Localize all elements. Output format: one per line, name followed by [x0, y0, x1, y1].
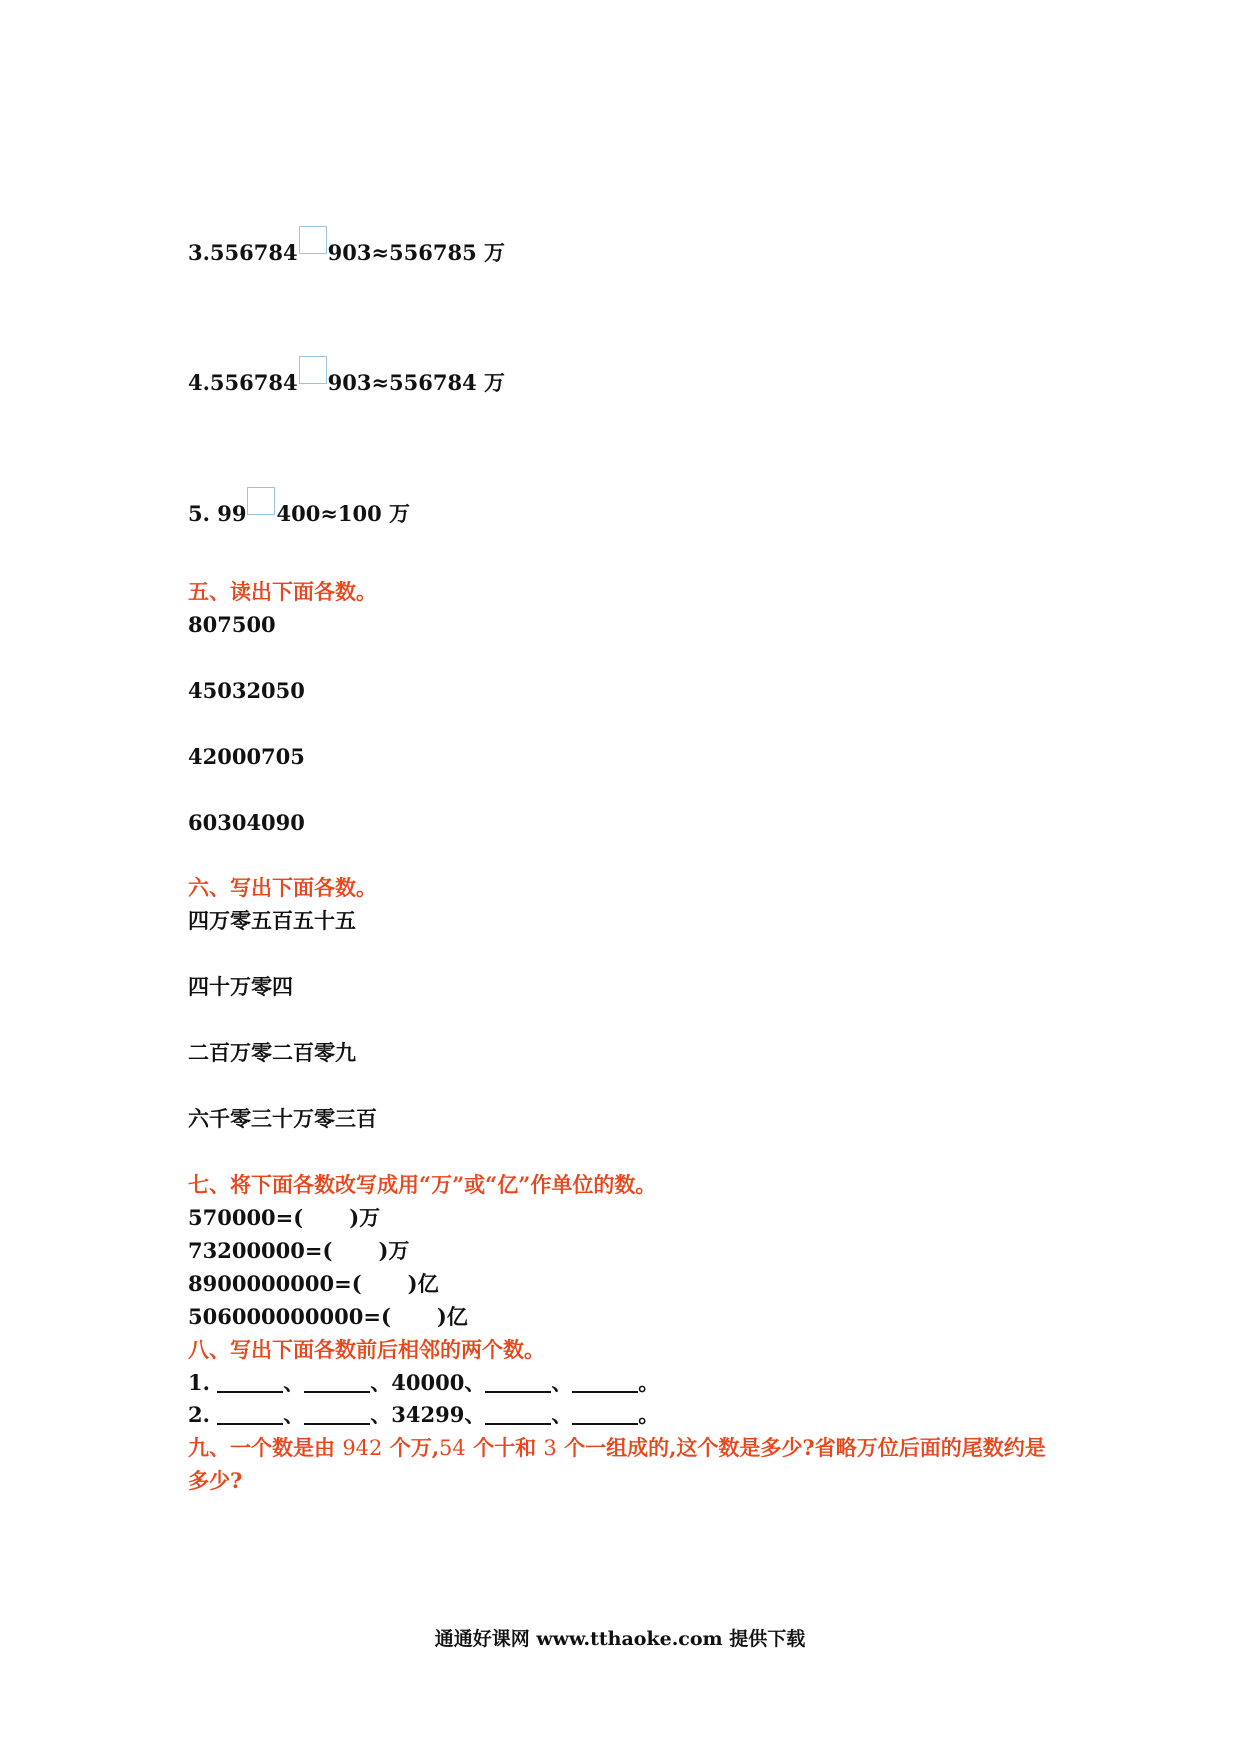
end-mark: 。 [638, 1402, 660, 1427]
section5-title: 五、读出下面各数。 [188, 579, 377, 604]
answer-box[interactable] [299, 226, 327, 254]
answer-blank[interactable] [572, 1369, 638, 1393]
section7-item [188, 1204, 380, 1232]
number: 54 [439, 1436, 466, 1460]
section6-item: 二百万零二百零九 [188, 1040, 356, 1065]
round-item-post: 903≈556784 万 [327, 370, 506, 395]
item-left: 8900000000=( [188, 1271, 362, 1296]
section9-line1 [188, 1434, 1046, 1462]
section8-item [188, 1369, 659, 1397]
item-left: 506000000000=( [188, 1304, 391, 1329]
separator: 、 [464, 1402, 486, 1427]
separator: 、 [370, 1370, 392, 1395]
section5-number: 807500 [188, 612, 276, 637]
section9-line2: 多少? [188, 1468, 243, 1493]
round-item-5 [188, 497, 410, 528]
answer-box[interactable] [299, 356, 327, 384]
text: 九、一个数是由 [188, 1435, 335, 1460]
text: 个一组成的,这个数是多少?省略万位后面的尾数约是 [564, 1435, 1046, 1460]
separator: 、 [283, 1370, 305, 1395]
item-right: )亿 [407, 1271, 439, 1296]
section8-title: 八、写出下面各数前后相邻的两个数。 [188, 1337, 545, 1362]
item-right: )亿 [436, 1304, 468, 1329]
text: 个万, [389, 1435, 440, 1460]
section5-number: 60304090 [188, 810, 305, 835]
item-index: 1. [188, 1370, 210, 1395]
answer-blank[interactable] [485, 1401, 551, 1425]
round-item-pre: 3.556784 [188, 240, 298, 265]
round-item-3 [188, 236, 505, 267]
round-item-pre: 5. 99 [188, 501, 247, 526]
answer-blank[interactable] [485, 1369, 551, 1393]
item-right: )万 [349, 1205, 381, 1230]
section7-title: 七、将下面各数改写成用“万”或“亿”作单位的数。 [188, 1172, 657, 1197]
round-item-post: 400≈100 万 [276, 501, 411, 526]
separator: 、 [464, 1370, 486, 1395]
section6-item: 六千零三十万零三百 [188, 1106, 377, 1131]
section6-item: 四十万零四 [188, 974, 293, 999]
section5-number: 45032050 [188, 678, 305, 703]
round-item-4 [188, 366, 505, 397]
section8-item [188, 1401, 659, 1429]
section7-item [188, 1237, 409, 1265]
answer-blank[interactable] [217, 1401, 283, 1425]
separator: 、 [551, 1402, 573, 1427]
section7-item [188, 1303, 468, 1331]
answer-blank[interactable] [572, 1401, 638, 1425]
separator: 、 [283, 1402, 305, 1427]
round-item-post: 903≈556785 万 [327, 240, 506, 265]
section6-title: 六、写出下面各数。 [188, 875, 377, 900]
answer-blank[interactable] [217, 1369, 283, 1393]
round-item-pre: 4.556784 [188, 370, 298, 395]
item-left: 570000=( [188, 1205, 304, 1230]
item-left: 73200000=( [188, 1238, 333, 1263]
item-right: )万 [378, 1238, 410, 1263]
number: 942 [342, 1436, 383, 1460]
section6-item: 四万零五百五十五 [188, 908, 356, 933]
number: 3 [543, 1436, 557, 1460]
separator: 、 [370, 1402, 392, 1427]
item-index: 2. [188, 1402, 210, 1427]
separator: 、 [551, 1370, 573, 1395]
end-mark: 。 [638, 1370, 660, 1395]
answer-blank[interactable] [304, 1369, 370, 1393]
text: 个十和 [473, 1435, 537, 1460]
section5-number: 42000705 [188, 744, 305, 769]
page-footer: 通通好课网 www.tthaoke.com 提供下载 [434, 1628, 806, 1650]
answer-blank[interactable] [304, 1401, 370, 1425]
section7-item [188, 1270, 439, 1298]
item-value: 34299 [391, 1402, 465, 1427]
answer-box[interactable] [247, 487, 275, 515]
item-value: 40000 [391, 1370, 465, 1395]
